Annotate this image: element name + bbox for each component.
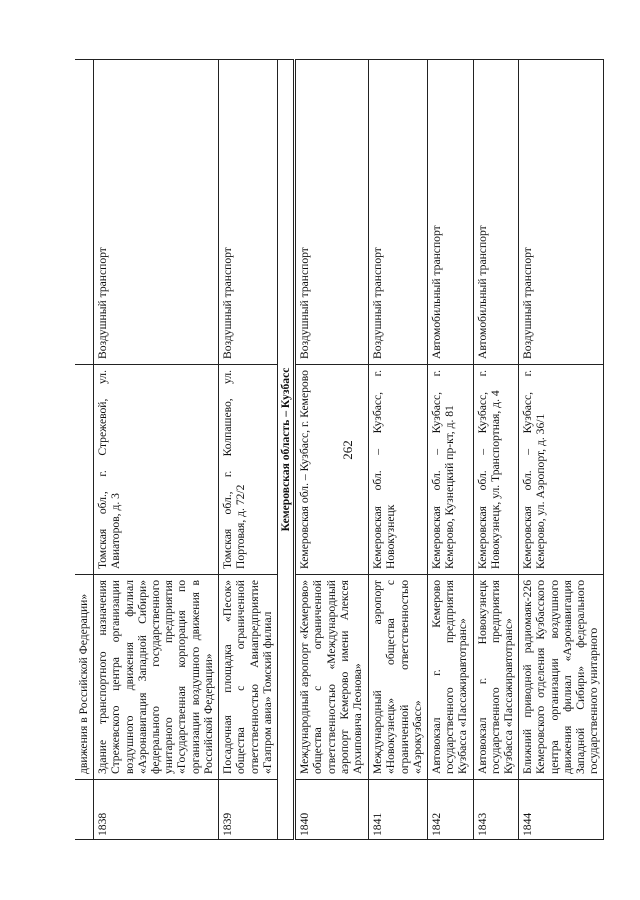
object-address: Кемеровская обл. – Кузбасс, г. Кемерово, Кузнецкий пр-кт, д. 81: [428, 365, 474, 575]
table-row: [295, 60, 369, 840]
row-number: 1839: [219, 780, 278, 840]
object-address: Кемеровская обл. – Кузбасс, г. Кемерово: [295, 365, 369, 575]
registry-table: [75, 59, 604, 840]
transport-type: Воздушный транспорт: [295, 60, 369, 365]
object-name: движения в Российской Федерации»: [75, 575, 94, 780]
row-number: 1842: [428, 780, 474, 840]
table-row: [94, 60, 219, 840]
object-name: Международный аэропорт «Новокузнецк» общества с ограниченной ответственностью «Аэрокузбасс»: [369, 575, 428, 780]
object-address: [75, 365, 94, 575]
transport-type: Воздушный транспорт: [519, 60, 604, 365]
table-row: [473, 60, 519, 840]
table-row: [369, 60, 428, 840]
row-number: 1844: [519, 780, 604, 840]
row-number: 1840: [295, 780, 369, 840]
object-address: Кемеровская обл. – Кузбасс, г. Кемерово, ул. Аэропорт, д. 36/1: [519, 365, 604, 575]
transport-type: Автомобильный транспорт: [473, 60, 519, 365]
object-address: Томская обл., г. Стрежевой, ул. Авиаторов, д. 3: [94, 365, 219, 575]
transport-type: [75, 60, 94, 365]
object-address: Томская обл., г. Колпашево, ул. Портовая, д. 72/2: [219, 365, 278, 575]
row-number: [75, 780, 94, 840]
section-title: Кемеровская область – Кузбасс: [278, 60, 295, 840]
transport-type: Автомобильный транспорт: [428, 60, 474, 365]
object-address: Кемеровская обл. – Кузбасс, г. Новокузнецк: [369, 365, 428, 575]
transport-type: Воздушный транспорт: [219, 60, 278, 365]
object-name: Автовокзал г. Кемерово государственного предприятия Кузбасса «Пассажиравтотранс»: [428, 575, 474, 780]
transport-type: Воздушный транспорт: [94, 60, 219, 365]
object-address: Кемеровская обл. – Кузбасс, г. Новокузнецк, ул. Транспортная, д. 4: [473, 365, 519, 575]
object-name: Посадочная площадка «Песок» общества с ограниченной ответственностью Авиапредприятие «Газпром авиа» Томский филиал: [219, 575, 278, 780]
row-number: 1838: [94, 780, 219, 840]
object-name: Здание транспортного назначения Стрежевского центра организации воздушного движения филиал «Аэронавигация Западной Сибири» федерального государственного унитарного предприятия «Государственная корпорация по организации воздушного движения в Российской Федерации»: [94, 575, 219, 780]
section-row: [278, 60, 295, 840]
object-name: Автовокзал г. Новокузнецк государственного предприятия Кузбасса «Пассажиравтотранс»: [473, 575, 519, 780]
table-row: [519, 60, 604, 840]
page-number: 262: [340, 440, 355, 460]
object-name: Ближний приводной радиомаяк-226 Кемеровского отделения Кузбасского центра организации воздушного движения филиал «Аэронавигация Западной Сибири» федерального государственного унитарного: [519, 575, 604, 780]
row-number: 1843: [473, 780, 519, 840]
table-row: [75, 60, 94, 840]
rotated-table-wrapper: [75, 60, 601, 840]
table-row: [219, 60, 278, 840]
object-name: Международный аэропорт «Кемерово» общества с ограниченной ответственностью «Международный аэропорт Кемерово имени Алексея Архиповича Леонова»: [295, 575, 369, 780]
transport-type: Воздушный транспорт: [369, 60, 428, 365]
table-row: [428, 60, 474, 840]
row-number: 1841: [369, 780, 428, 840]
